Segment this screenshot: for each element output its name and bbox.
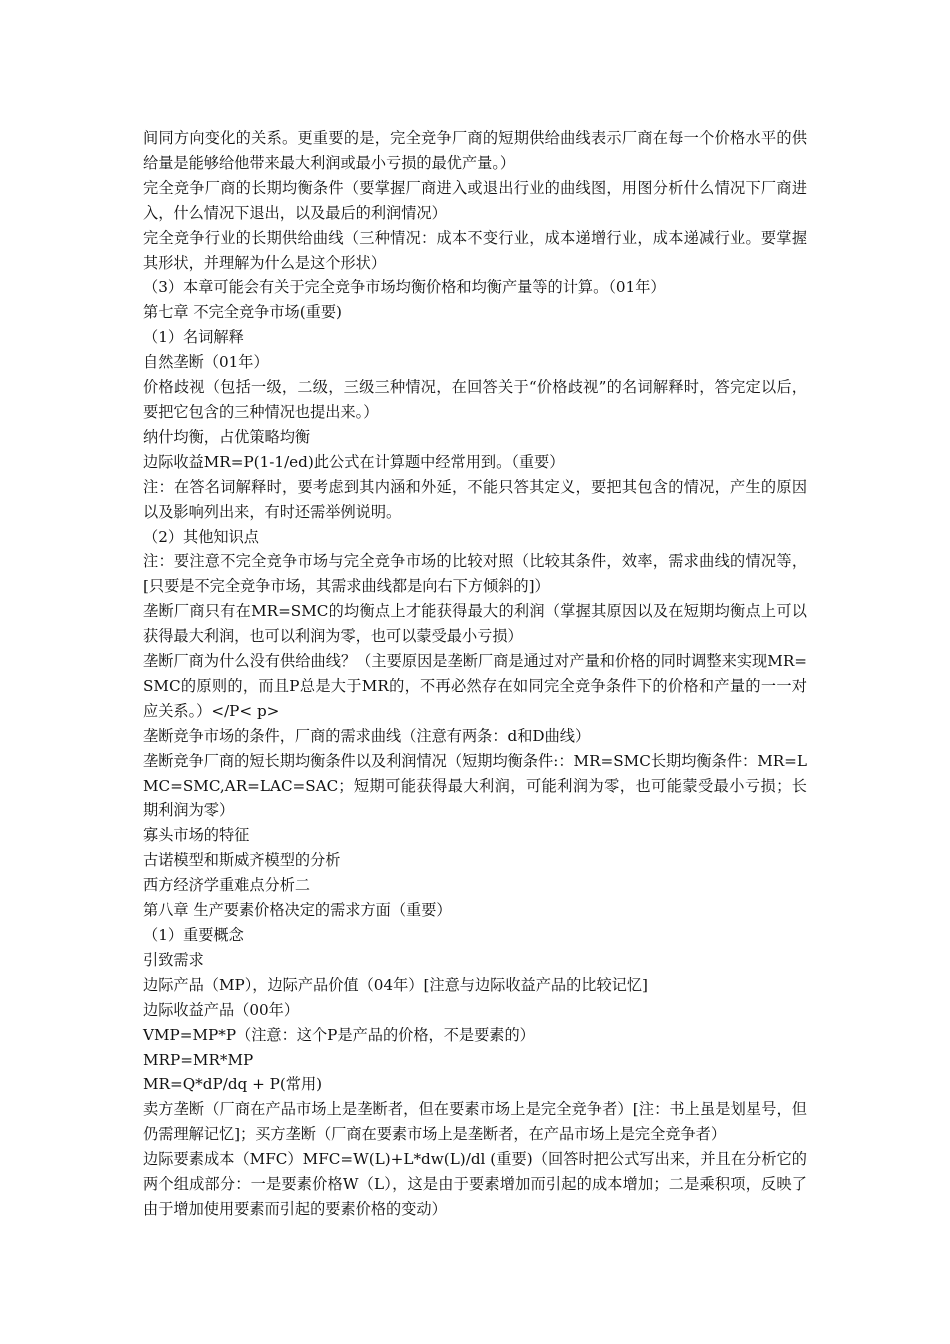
paragraph: 边际收益产品（00年） [143,1000,300,1019]
paragraph: 价格歧视（包括一级，二级，三级三种情况，在回答关于“价格歧视”的名词解释时，答完定以后，要把它包含的三种情况也提出来。） [143,378,807,421]
paragraph: 第七章 不完全竞争市场(重要) [143,303,342,322]
paragraph: 第八章 生产要素价格决定的需求方面（重要） [143,901,452,920]
paragraph: 古诺模型和斯威齐模型的分析 [143,851,341,870]
paragraph: 纳什均衡，占优策略均衡 [143,427,311,446]
paragraph: 间同方向变化的关系。更重要的是，完全竞争厂商的短期供给曲线表示厂商在每一个价格水平的供给量是能够给他带来最大利润或最小亏损的最优产量。） [143,129,807,172]
document-page [143,126,807,1222]
paragraph: 自然垄断（01年） [143,353,269,372]
paragraph: 寡头市场的特征 [143,826,250,845]
paragraph: 注：在答名词解释时，要考虑到其内涵和外延，不能只答其定义，要把其包含的情况，产生的原因以及影响列出来，有时还需举例说明。 [143,477,807,521]
paragraph: 卖方垄断（厂商在产品市场上是垄断者，但在要素市场上是完全竞争者）[注：书上虽是划星号，但仍需理解记忆]；买方垄断（厂商在要素市场上是垄断者，在产品市场上是完全竞争者） [143,1100,807,1144]
paragraph: 垄断厂商只有在MR=SMC的均衡点上才能获得最大的利润（掌握其原因以及在短期均衡点上可以获得最大利润，也可以利润为零，也可以蒙受最小亏损） [143,602,807,646]
paragraph: 注：要注意不完全竞争市场与完全竞争市场的比较对照（比较其条件，效率，需求曲线的情况等，[只要是不完全竞争市场，其需求曲线都是向右下方倾斜的]） [143,552,807,596]
paragraph: 引致需求 [143,950,204,969]
paragraph: 垄断竞争厂商的短长期均衡条件以及利润情况（短期均衡条件:：MR=SMC长期均衡条件：MR=LMC=SMC,AR=LAC=SAC；短期可能获得最大利润，可能利润为零，也可能蒙受最小亏损；长期利润为零） [143,751,807,820]
paragraph: MRP=MR*MP [143,1050,254,1069]
paragraph: 西方经济学重难点分析二 [143,876,311,895]
paragraph: （1）名词解释 [143,328,244,347]
paragraph: MR=Q*dP/dq + P(常用) [143,1075,323,1094]
paragraph: 边际要素成本（MFC）MFC=W(L)+L*dw(L)/dl (重要)（回答时把公式写出来，并且在分析它的两个组成部分：一是要素价格W（L），这是由于要素增加而引起的成本增加；二是乘积项，反映了由于增加使用要素而引起的要素价格的变动） [143,1150,807,1218]
paragraph: 垄断厂商为什么没有供给曲线？（主要原因是垄断厂商是通过对产量和价格的同时调整来实现MR=SMC的原则的，而且P总是大于MR的，不再必然存在如同完全竞争条件下的价格和产量的一一对应关系。）</P< p> [143,652,807,720]
paragraph: VMP=MP*P（注意：这个P是产品的价格，不是要素的） [143,1025,535,1044]
paragraph: 完全竞争厂商的长期均衡条件（要掌握厂商进入或退出行业的曲线图，用图分析什么情况下厂商进入，什么情况下退出，以及最后的利润情况） [143,178,807,222]
paragraph: 垄断竞争市场的条件，厂商的需求曲线（注意有两条：d和D曲线） [143,726,591,745]
paragraph: （3）本章可能会有关于完全竞争市场均衡价格和均衡产量等的计算。（01年） [143,278,666,297]
paragraph: （2）其他知识点 [143,527,259,546]
paragraph: 边际收益MR=P(1-1/ed)此公式在计算题中经常用到。（重要） [143,452,565,471]
paragraph: 完全竞争行业的长期供给曲线（三种情况：成本不变行业，成本递增行业，成本递减行业。要掌握其形状，并理解为什么是这个形状） [143,228,807,272]
paragraph: （1）重要概念 [143,926,244,944]
paragraph: 边际产品（MP），边际产品价值（04年）[注意与边际收益产品的比较记忆] [143,975,648,994]
